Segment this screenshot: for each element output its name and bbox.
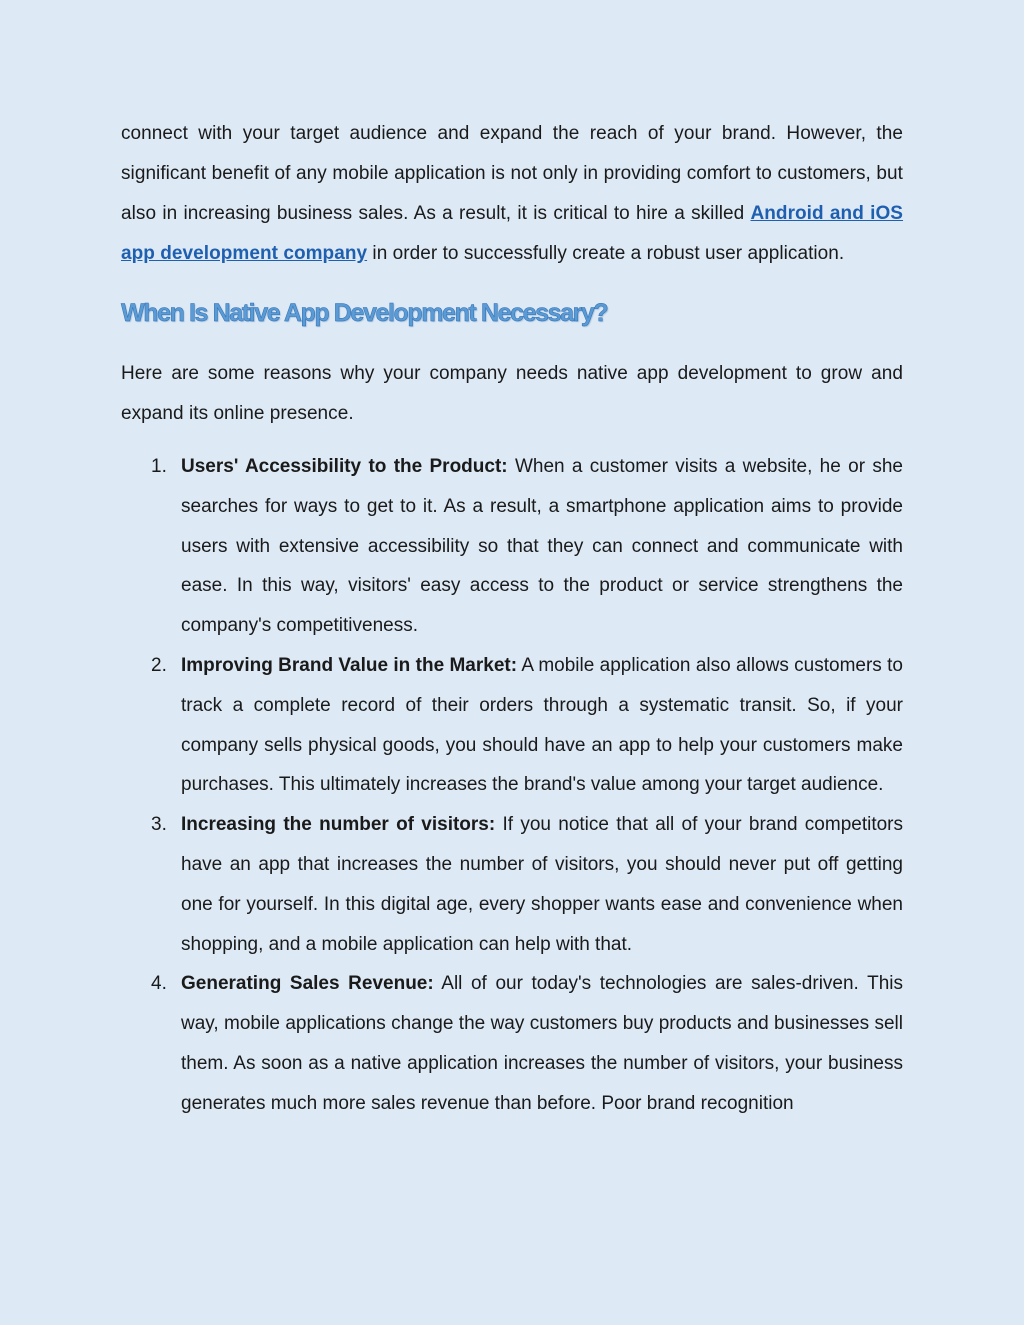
list-item [151,805,903,964]
list-item-title: Users' Accessibility to the Product: [181,456,508,477]
list-item-title: Improving Brand Value in the Market: [181,654,518,676]
list-item-text: When a customer visits a website, he or she searches for ways to get to it. As a result, a smartphone application aims to provide users with extensive accessibility so that they can connect and communicate with ease. In this way, visitors' easy access to the product or service strengthens the company's competitiveness. [181,456,903,637]
list-item-text: If you notice that all of your brand competitors have an app that increases the number of visitors, you should never put off getting one for yourself. In this digital age, every shopper wants ease and convenience when shopping, and a mobile application can help with that. [181,814,903,955]
intro-text-start: connect with your target audience and expand the reach of your brand. However, the significant benefit of any mobile application is not only in providing comfort to customers, but also in increasing business sales. As a result, it is critical to hire a skilled [121,123,903,224]
list-item [151,964,903,1123]
section-heading: When Is Native App Development Necessary? [121,299,608,327]
list-item-number: 3. [151,814,167,836]
list-item [151,646,903,805]
intro-paragraph [121,114,903,274]
list-item-title: Generating Sales Revenue: [181,973,434,995]
list-item-number: 4. [151,973,167,995]
list-item-title: Increasing the number of visitors: [181,814,496,836]
list-item [151,447,903,646]
intro-text-end: in order to successfully create a robust user application. [367,243,845,264]
lead-paragraph: Here are some reasons why your company needs native app development to grow and expand its online presence. [121,363,903,424]
list-item-text: All of our today's technologies are sales-driven. This way, mobile applications change the way customers buy products and businesses sell them. As soon as a native application increases the number of visitors, your business generates much more sales revenue than before. Poor brand recognition [181,973,903,1114]
list-item-number: 1. [151,456,167,477]
reasons-list [121,447,903,1124]
app-development-company-link[interactable]: Android and iOS app development company [121,203,904,264]
list-item-text: A mobile application also allows customers to track a complete record of their orders through a systematic transit. So, if your company sells physical goods, you should have an app to help your customers make purchases. This ultimately increases the brand's value among your target audience. [181,654,903,796]
list-item-number: 2. [151,654,167,676]
